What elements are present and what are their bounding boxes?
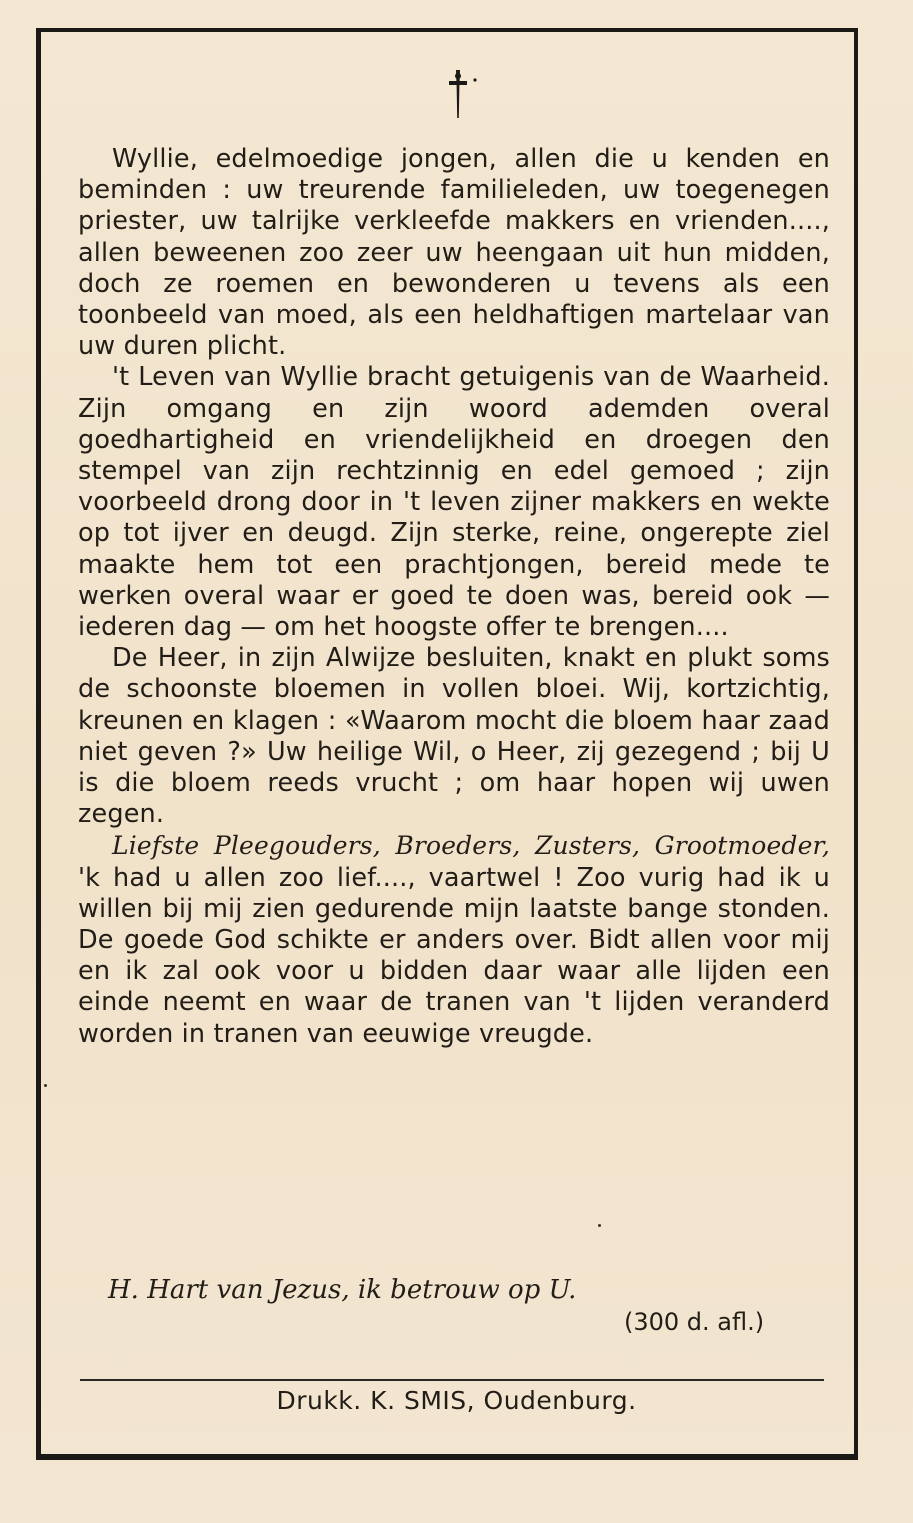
divider-rule — [80, 1379, 824, 1381]
paragraph-4 — [78, 830, 830, 1049]
prayer-invocation: H. Hart van Jezus, ik betrouw op U. — [108, 1275, 577, 1305]
paragraph-2: 't Leven van Wyllie bracht getuigenis van de Waarheid. Zijn omgang en zijn woord ademden overal goedhartigheid en vriendelijkheid en droegen den stempel van zijn rechtzinnig en edel gemoed ; zijn voorbeeld drong door in 't leven zijner makkers en wekte op tot ijver en deugd. Zijn sterke, reine, ongerepte ziel maakte hem tot een prachtjongen, bereid mede te werken overal waar er goed te doen was, bereid ook — iederen dag — om het hoogste offer te brengen.... — [78, 362, 830, 643]
print-speck — [44, 1084, 47, 1087]
printer-imprint: Drukk. K. SMIS, Oudenburg. — [276, 1386, 637, 1415]
paragraph-1: Wyllie, edelmoedige jongen, allen die u kenden en beminden : uw treurende familieleden, uw toegenegen priester, uw talrijke verkleefde makkers en vrienden...., allen beweenen zoo zeer uw heengaan uit hun midden, doch ze roemen en bewonderen u tevens als een toonbeeld van moed, als een heldhaftigen martelaar van uw duren plicht. — [78, 144, 830, 362]
farewell-text: 'k had u allen zoo lief...., vaartwel ! Zoo vurig had ik u willen bij mij zien gedurende mijn laatste bange stonden. De goede God schikte er anders over. Bidt allen voor mij en ik zal ook voor u bidden daar waar alle lijden een einde neemt en waar de tranen van 't lijden veranderd worden in tranen van eeuwige vreugde. — [78, 862, 830, 1049]
cross-icon — [438, 66, 478, 126]
print-speck — [598, 1224, 601, 1227]
indulgence-note: (300 d. afl.) — [624, 1308, 765, 1336]
memorial-text — [78, 144, 830, 1050]
farewell-salutation: Liefste Pleegouders, Broeders, Zusters, Grootmoeder, — [112, 831, 830, 861]
paragraph-3: De Heer, in zijn Alwijze besluiten, knakt en plukt soms de schoonste bloemen in vollen bloei. Wij, kortzichtig, kreunen en klagen : «Waarom mocht die bloem haar zaad niet geven ?» Uw heilige Wil, o Heer, zij gezegend ; bij U is die bloem reeds vrucht ; om haar hopen wij uwen zegen. — [78, 643, 830, 830]
